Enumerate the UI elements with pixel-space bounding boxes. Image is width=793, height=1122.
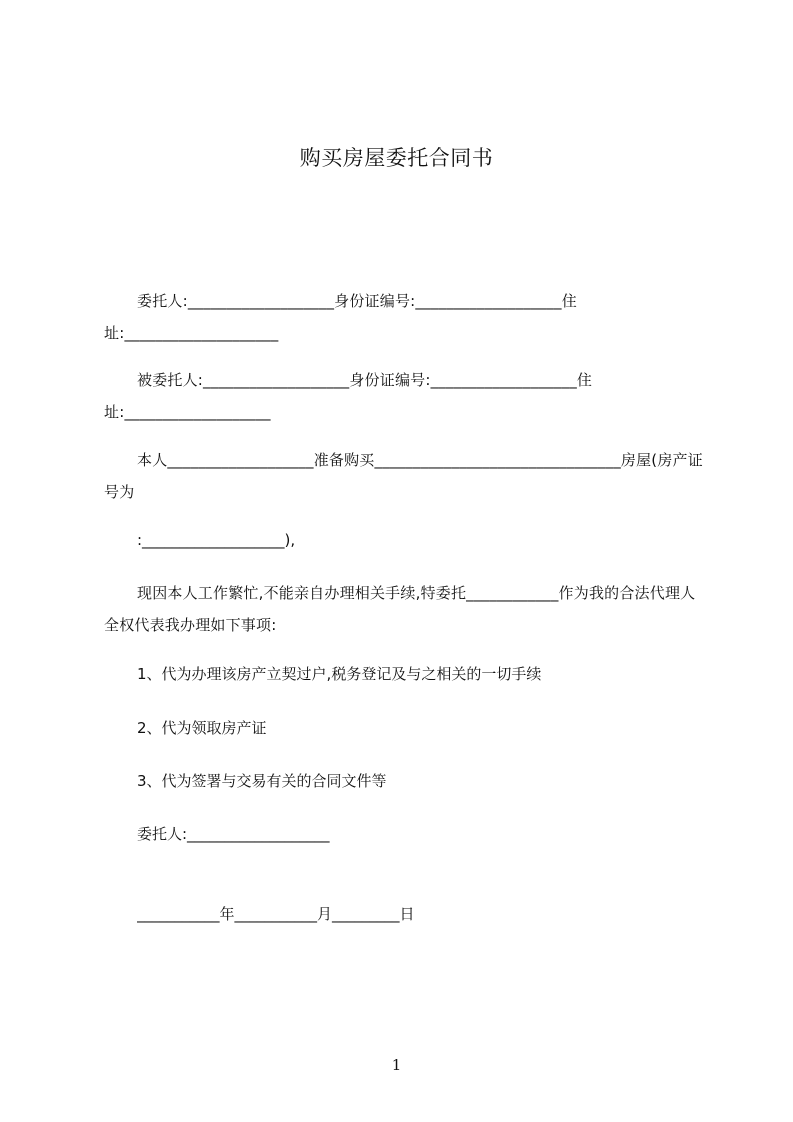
- date-line: ___________年___________月_________日: [137, 905, 415, 923]
- principal-info-line: 委托人:___________________身份证编号:___________________住址:____________________: [104, 292, 577, 342]
- certificate-number-line: :___________________),: [137, 531, 296, 549]
- item-1: 1、代为办理该房产立契过户,税务登记及与之相关的一切手续: [137, 665, 542, 683]
- agent-info-line: 被委托人:___________________身份证编号:___________________住址:___________________: [104, 371, 593, 421]
- commission-paragraph: 现因本人工作繁忙,不能亲自办理相关手续,特委托____________作为我的合法代理人全权代表我办理如下事项:: [104, 584, 696, 634]
- principal-signature-line: 委托人:___________________: [137, 825, 330, 843]
- item-3: 3、代为签署与交易有关的合同文件等: [137, 772, 387, 790]
- page-number: 1: [391, 1056, 402, 1074]
- item-2: 2、代为领取房产证: [137, 719, 267, 737]
- purchase-line: 本人___________________准备购买________________________________房屋(房产证号为: [104, 451, 703, 501]
- document-title: 购买房屋委托合同书: [299, 146, 494, 170]
